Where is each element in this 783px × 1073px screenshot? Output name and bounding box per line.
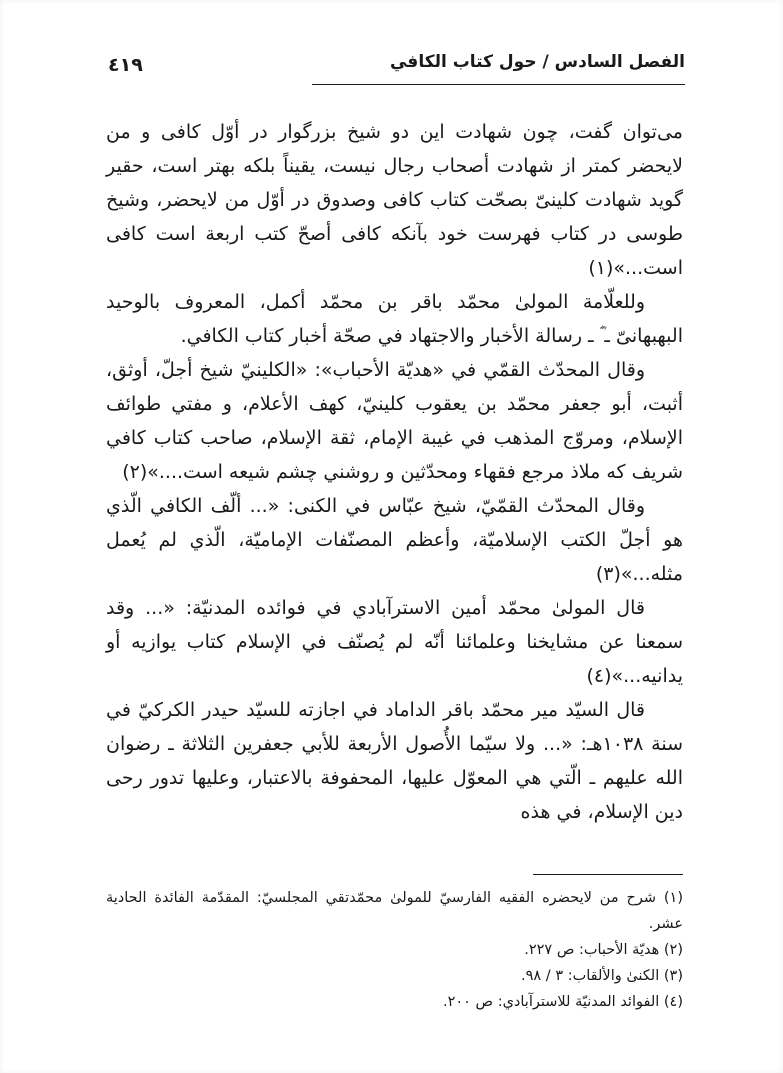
footnote-item: (٤) الفوائد المدنيّة للاسترآبادي: ص ٢٠٠. xyxy=(442,994,683,1010)
body-paragraph: وقال المحدّث القمّيّ، شيخ عبّاس في الكنى: «... ألّف الكافي الّذي هو أجلّ الكتب الإسلاميّة، وأعظم المصنّفات الإماميّة، الّذي لم يُعمل مثله...»(٣) xyxy=(106,495,683,585)
page-number: ٤١٩ xyxy=(108,54,143,76)
footnote-item: (١) شرح من لايحضره الفقيه الفارسيّ للمولىٰ محمّدتقي المجلسيّ: المقدّمة الفائدة الحادية عشر. xyxy=(106,890,683,932)
chapter-title: الفصل السادس / حول كتاب الكافي xyxy=(312,52,685,85)
page-header xyxy=(0,0,783,85)
footnote-item: (٣) الكنىٰ والألقاب: ٣ / ٩٨. xyxy=(521,968,683,984)
footnote-item: (٢) هديّة الأحباب: ص ٢٢٧. xyxy=(524,942,683,958)
body-paragraph: قال المولىٰ محمّد أمين الاسترآبادي في فوائده المدنيّة: «... وقد سمعنا عن مشايخنا وعلمائنا أنّه لم يُصنّف في الإسلام كتاب يوازيه أو يدانيه...»(٤) xyxy=(106,597,683,687)
body-paragraph: وقال المحدّث القمّي في «هديّة الأحباب»: «الكلينيّ شيخ أجلّ، أوثق، أثبت، أبو جعفر محمّد بن يعقوب كلينيّ، كهف الأعلام، و مفتي طوائف الإسلام، ومروّج المذهب في غيبة الإمام، ثقة الإسلام، صاحب كتاب كافي شريف كه ملاذ مرجع فقهاء ومحدّثين و روشني چشم شيعه است....»(٢) xyxy=(106,359,683,483)
footnote-separator xyxy=(533,874,683,875)
body-text xyxy=(0,85,783,829)
body-paragraph: قال السيّد مير محمّد باقر الداماد في اجازته للسيّد حيدر الكركيّ في سنة ١٠٣٨هـ: «... ولا سيّما الأُصول الأربعة للأبي جعفرين الثلاثة ـ رضوان الله عليهم ـ الّتي هي المعوّل عليها، المحفوفة بالاعتبار، وعليها تدور رحى دين الإسلام، في هذه xyxy=(106,699,684,823)
body-paragraph: می‌توان گفت، چون شهادت این دو شیخ بزرگوار در أوّل کافی و من لایحضر کمتر از شهادت أصحاب رجال نیست، یقیناً بلکه بهتر است، حقیر گوید شهادت کلینیّ بصحّت کتاب کافی وصدوق در أوّل من لایحضر، وشیخ طوسی در کتاب فهرست خود بآنکه کافی أصحّ کتب اربعة است کافی است...»(١) xyxy=(106,121,683,279)
footnotes xyxy=(106,874,683,1015)
body-paragraph: وللعلّامة المولىٰ محمّد باقر بن محمّد أکمل، المعروف بالوحید البهبهانیّ ـ ؓ ـ رسالة الأخبار والاجتهاد في صحّة أخبار کتاب الکافي. xyxy=(106,291,683,347)
